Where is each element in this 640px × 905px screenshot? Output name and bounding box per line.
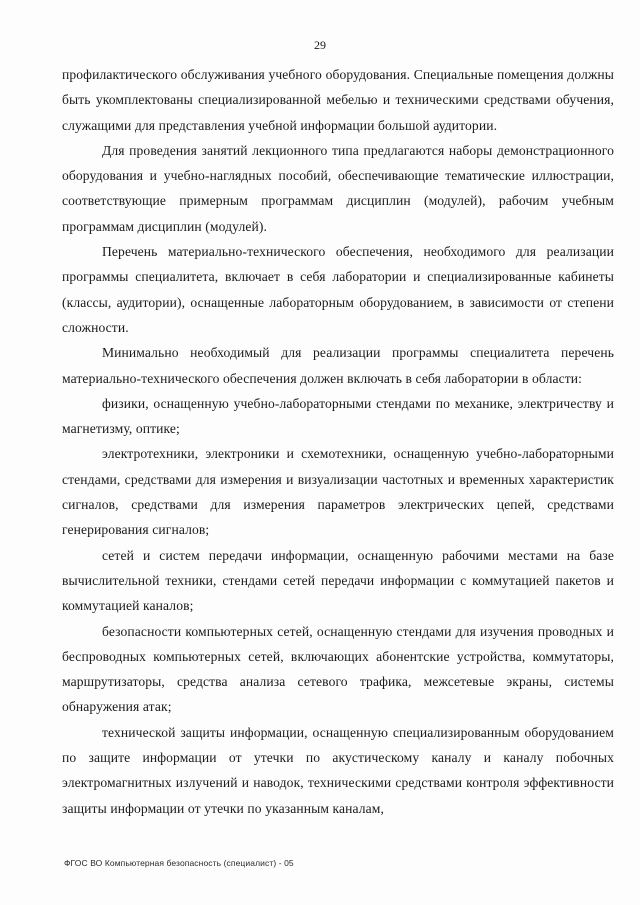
list-item: электротехники, электроники и схемотехники, оснащенную учебно-лабораторными стендами, средствами для измерения и визуализации частотных и временных характеристик сигналов, средствами для измерения параметров электрических цепей, средствами генерирования сигналов; [62,446,614,538]
page-footer: ФГОС ВО Компьютерная безопасность (специалист) - 05 [64,858,294,868]
paragraph: Для проведения занятий лекционного типа предлагаются наборы демонстрационного оборудования и учебно-наглядных пособий, обеспечивающие тематические иллюстрации, соответствующие примерным программам дисциплин (модулей), рабочим учебным программам дисциплин (модулей). [62,142,614,234]
paragraph: профилактического обслуживания учебного оборудования. Специальные помещения должны быть укомплектованы специализированной мебелью и техническими средствами обучения, служащими для представления учебной информации большой аудитории. [62,67,614,133]
document-body [62,62,614,821]
list-item: сетей и систем передачи информации, оснащенную рабочими местами на базе вычислительной техники, стендами сетей передачи информации с коммутацией пакетов и коммутацией каналов; [62,547,614,614]
page-number: 29 [314,38,326,52]
paragraph: Перечень материально-технического обеспечения, необходимого для реализации программы специалитета, включает в себя лаборатории и специализированные кабинеты (классы, аудитории), оснащенные лабораторным оборудованием, в зависимости от степени сложности. [62,244,614,335]
list-item: физики, оснащенную учебно-лабораторными стендами по механике, электричеству и магнетизму, оптике; [62,395,614,437]
paragraph: Минимально необходимый для реализации программы специалитета перечень материально-технического обеспечения должен включать в себя лаборатории в области: [62,345,614,386]
list-item: безопасности компьютерных сетей, оснащенную стендами для изучения проводных и беспроводных компьютерных сетей, включающих абонентские устройства, коммутаторы, маршрутизаторы, средства анализа сетевого трафика, межсетевые экраны, системы обнаружения атак; [62,623,614,715]
list-item: технической защиты информации, оснащенную специализированным оборудованием по защите информации от утечки по акустическому каналу и каналу побочных электромагнитных излучений и наводок, техническими средствами контроля эффективности защиты информации от утечки по указанным каналам, [62,724,614,816]
